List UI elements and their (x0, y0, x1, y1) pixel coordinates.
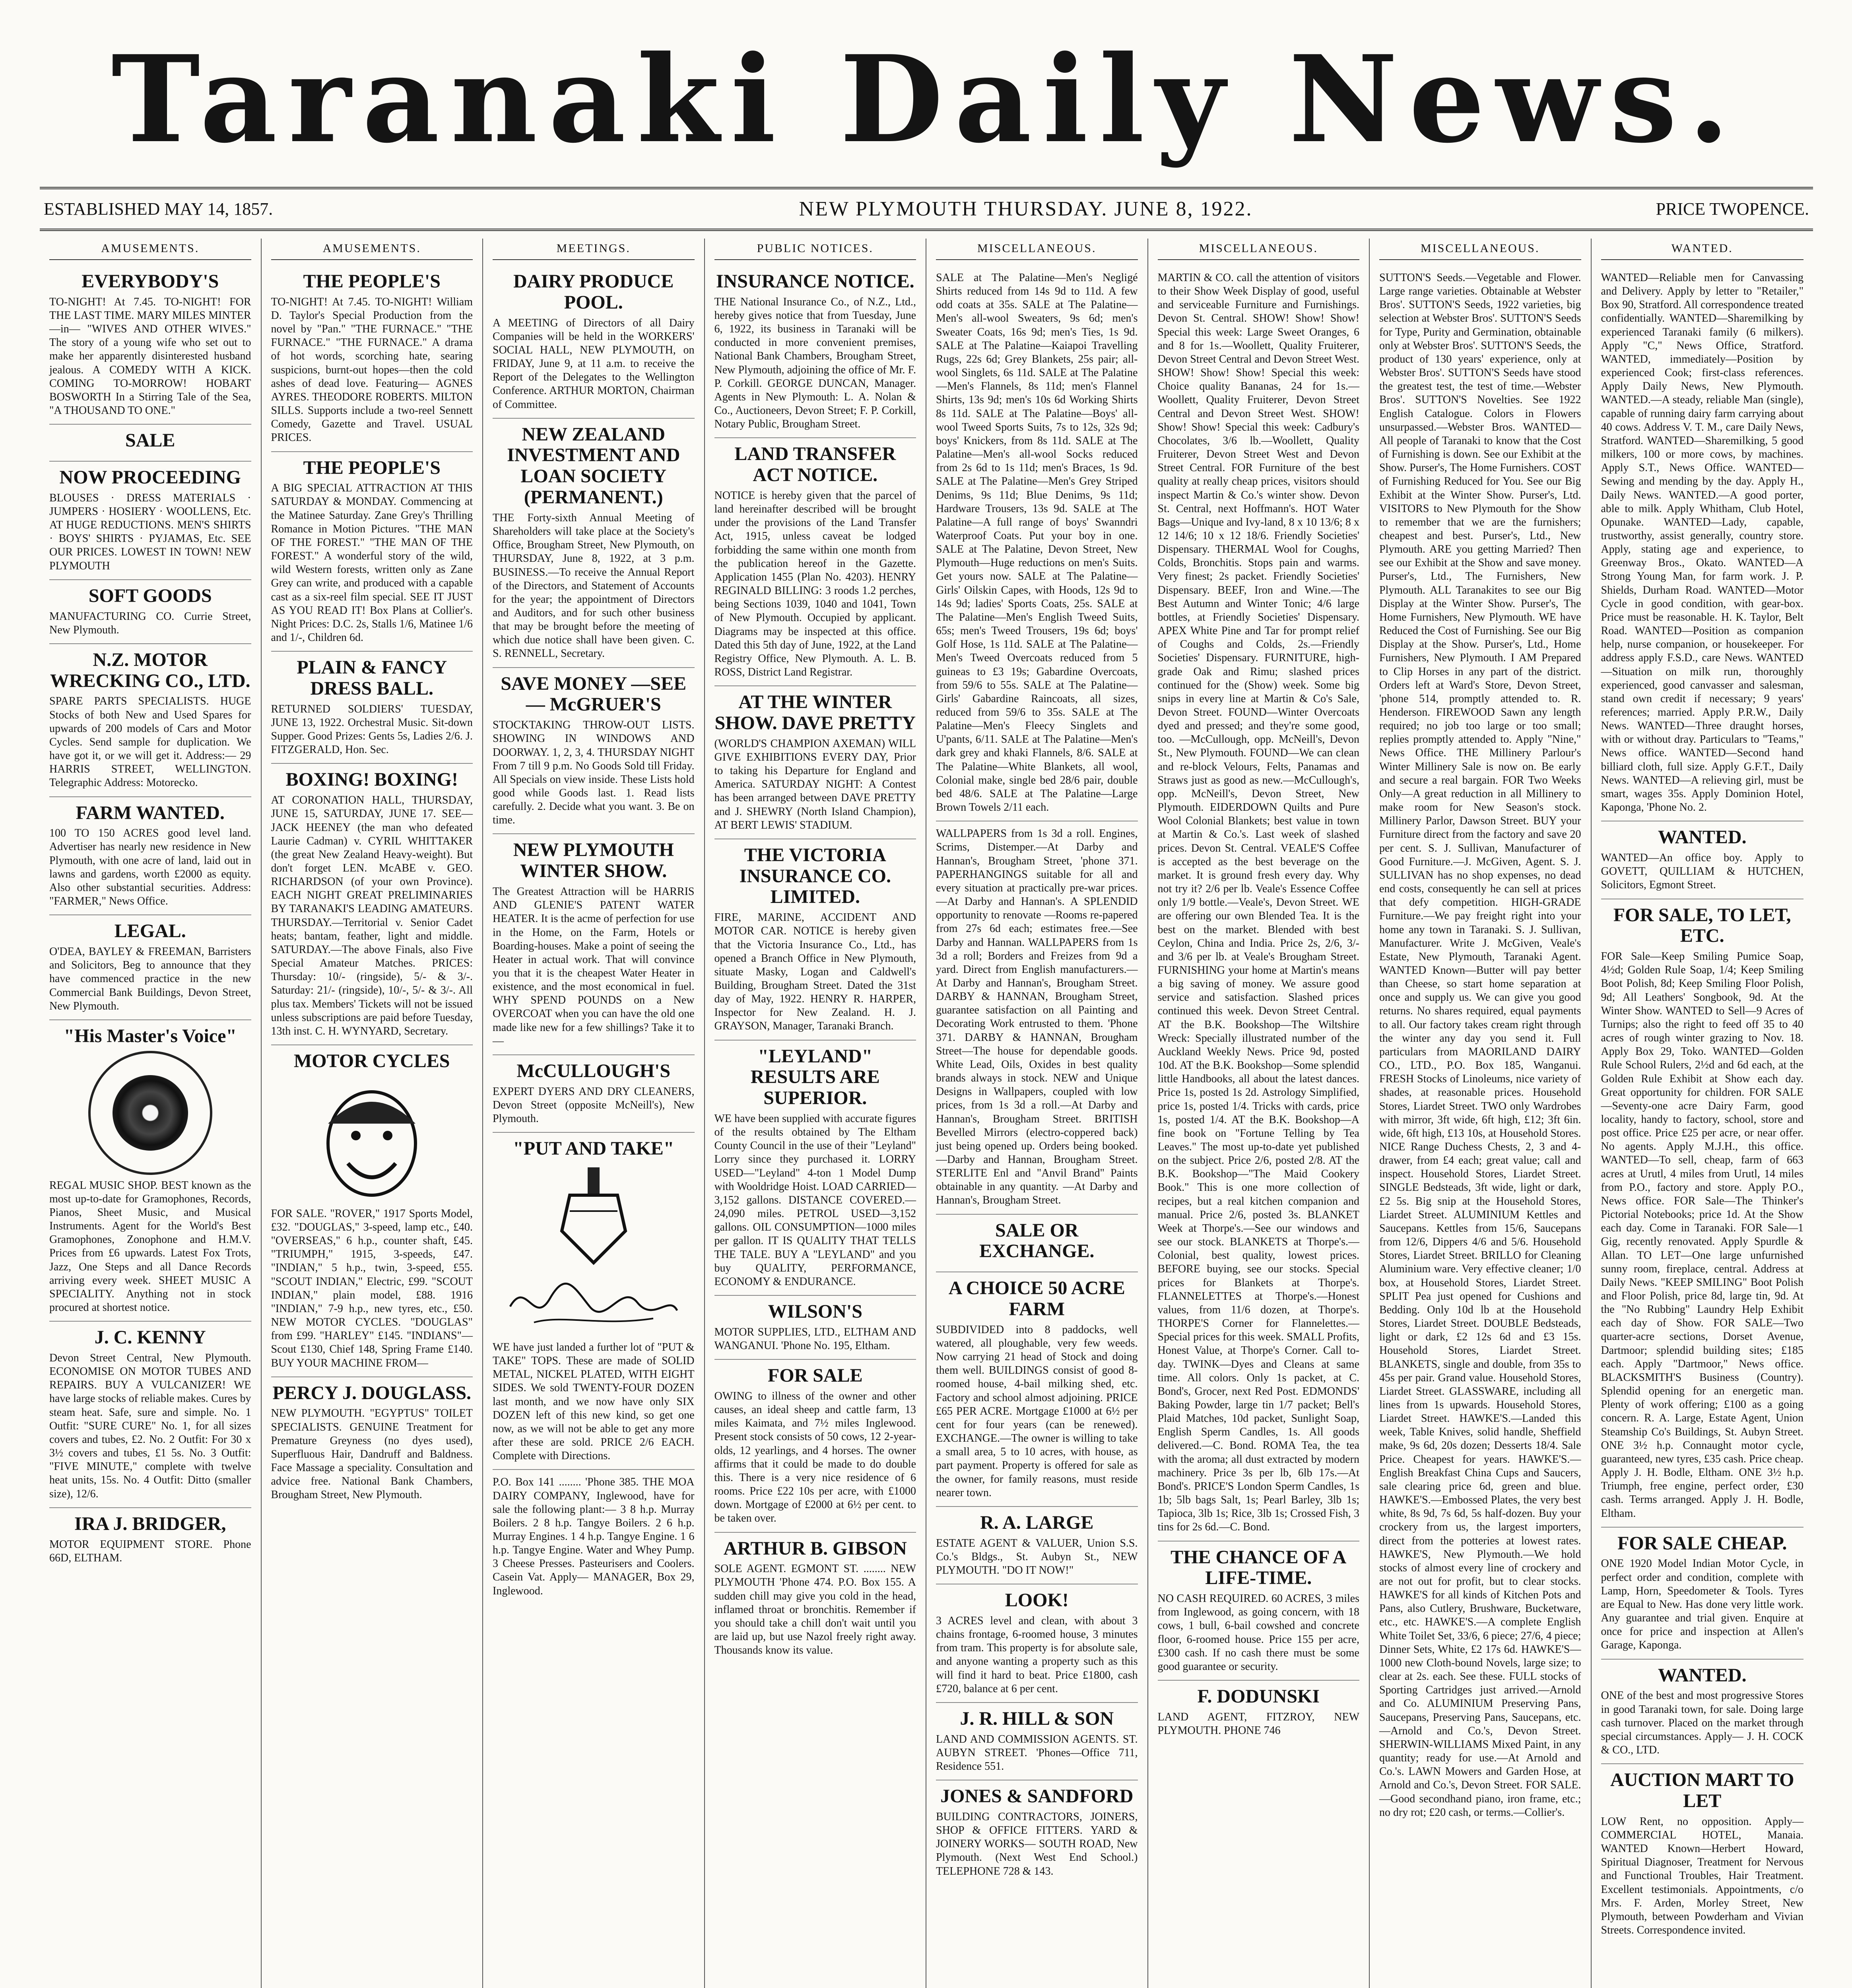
column-heading: WANTED. (1601, 242, 1804, 260)
ad-title: NOW PROCEEDING (59, 467, 241, 488)
column-4 (705, 239, 927, 1988)
masthead-title: Taranaki Daily News. (111, 29, 1741, 169)
ad-text: ONE of the best and most progressive Stores in good Taranaki town, for sale. Doing large cash turnover. Placed on the market through special circumstances. Apply— J. H. COCK & CO., LTD. (1601, 1689, 1803, 1756)
ad-title: SOFT GOODS (88, 585, 212, 606)
ad-title: ARTHUR B. GIBSON (723, 1538, 907, 1559)
ad-text: TO-NIGHT! At 7.45. TO-NIGHT! FOR THE LAST TIME. MARY MILES MINTER —in— "WIVES AND OTHER WIVES." The story of a young wife who set out to make her apparently disinterested husband jealous. A COMEDY WITH A KICK. COMING TO-MORROW! HOBART BOSWORTH In a Stirring Tale of the Sea, "A THOUSAND TO ONE." (49, 295, 251, 417)
ad-title: NEW PLYMOUTH WINTER SHOW. (513, 839, 674, 882)
handwritten-signature-icon (502, 1271, 685, 1338)
ad-text: WANTED—Reliable men for Canvassing and Delivery. Apply by letter to "Retailer," Box 90, Stratford. All correspondence treated confidentially. WANTED—Sharemilking by experienced Taranaki family (6 milkers). Apply "C," News Office, Stratford. WANTED, immediately—Position by experienced Cook; first-class references. Apply Daily News, New Plymouth. WANTED.—A steady, reliable Man (single), capable of running dairy farm carrying about 40 cows. Address V. T. M., care Daily News, Stratford. WANTED—Sharemilking, 5 good milkers, 100 or more cows, by machines. Apply S.T., News Office. WANTED—Sewing and mending by the day. Apply H., Daily News. WANTED.—A good porter, able to milk. Apply Whitham, Club Hotel, Opunake. WANTED—Lady, capable, trustworthy, assist generally, country store. Apply, stating age and experience, to Greenway Bros., Okato. WANTED—A Strong Young Man, for farm work. J. P. Shields, Durham Road. WANTED—Motor Cycle in good condition, with gear-box. Price must be reasonable. H. K. Taylor, Belt Road. WANTED—Position as companion help, nurse companion, or housekeeper. For address apply F.S.D., care News. WANTED—Situation on milk run, thoroughly experienced, good canvasser and salesman, stand own credit if necessary; 9 years' references; married. Apply P.R.W., Daily News. WANTED—Three draught horses, with or without dray. Particulars to "Teams," News office. WANTED—Second hand billiard cloth, full size. Apply G.F.T., Daily News. WANTED—A relieving girl, must be smart, wages 35s. Apply Dominion Hotel, Kaponga, 'Phone No. 2. (1601, 272, 1803, 814)
advertisement (49, 1020, 251, 1322)
ad-text: NOTICE is hereby given that the parcel of land hereinafter described will be brought under the provisions of the Land Transfer Act, 1915, unless caveat be lodged forbidding the same within one month from the publication hereof in the Gazette. Application 1455 (Plan No. 4203). HENRY REGINALD BILLING: 3 roods 1.2 perches, being Sections 1039, 1040 and 1041, Town of New Plymouth. Occupied by applicant. Diagrams may be inspected at this office. Dated this 5th day of June, 1922, at the Land Registry Office, New Plymouth. A. L. B. ROSS, District Land Registrar. (714, 489, 916, 678)
ad-text: MOTOR EQUIPMENT STORE. Phone 66D, ELTHAM. (49, 1538, 251, 1564)
ad-text: WE have just landed a further lot of "PUT & TAKE" TOPS. These are made of SOLID METAL, NICKEL PLATED, WITH EIGHT SIDES. We sold TWENTY-FOUR DOZEN last month, and we now have only SIX DOZEN left of this new kind, so get one now, as we will not be able to get any more after these are sold. PRICE 2/6 EACH. Complete with Directions. (493, 1341, 695, 1462)
advertisement (714, 1533, 916, 1664)
ad-text: TO-NIGHT! At 7.45. TO-NIGHT! William D. Taylor's Special Production from the novel by "Pan." "THE FURNACE." "THE FURNACE." "THE FURNACE." A drama of hot words, scorching hate, searing suspicions, burnt-out hopes—then the cold ashes of dead love. Featuring— AGNES AYRES. THEODORE ROBERTS. MILTON SILLS. Supports include a two-reel Sennett Comedy, Gazette and Travel. USUAL PRICES. (271, 295, 473, 444)
ad-text: P.O. Box 141 ........ 'Phone 385. THE MOA DAIRY COMPANY, Inglewood, have for sale the following plant:— 3 8 h.p. Murray Boilers. 2 8 h.p. Tangye Boilers. 2 6 h.p. Murray Engines. 1 4 h.p. Tangye Engine. 1 6 h.p. Tangye Engine. Water and Whey Pump. 3 Cheese Presses. Pasteurisers and Coolers. Casein Vat. Apply— MANAGER, Box 29, Inglewood. (493, 1476, 695, 1597)
ad-text: LOW Rent, no opposition. Apply— COMMERCIAL HOTEL, Manaia. WANTED Known—Herbert Howard, Spiritual Diagnoser, Treatment for Nervous and Functional Troubles, Hair Treatment. Excellent testimonials. Appointments, c/o Mrs. F. Arden, Morley Street, New Plymouth, between Powderham and Vivian Streets. Correspondence invited. (1601, 1815, 1803, 1936)
advertisement (714, 1296, 916, 1360)
ad-title: PERCY J. DOUGLASS. (272, 1382, 472, 1404)
ad-title: McCULLOUGH'S (516, 1060, 671, 1081)
ad-title: NEW ZEALAND INVESTMENT AND LOAN SOCIETY (PERMANENT.) (507, 423, 680, 508)
advertisement (49, 425, 251, 462)
advertisement (1158, 266, 1360, 1541)
ad-title: R. A. LARGE (980, 1512, 1094, 1533)
advertisement (49, 1322, 251, 1508)
ad-title: INSURANCE NOTICE. (716, 271, 914, 292)
advertisement (493, 668, 695, 835)
advertisement (49, 580, 251, 644)
ad-text: NO CASH REQUIRED. 60 ACRES, 3 miles from Inglewood, as going concern, with 18 cows, 1 bull, 6-bail cowshed and concrete floor, 6-roomed house. Price 155 per acre, £300 cash. If no cash there must be some good guarantee or security. (1157, 1592, 1359, 1673)
ad-text: The Greatest Attraction will be HARRIS AND GLENIE'S PATENT WATER HEATER. It is the acme of perfection for use in the Home, on the Farm, Hotels or Boarding-houses. Make a point of seeing the Heater in actual work. That will convince you that it is the cheapest Water Heater in existence, and the most economical in fuel. WHY SPEND POUNDS on a New OVERCOAT when you can have the old one made like new for a few shillings? Take it to— (493, 885, 695, 1047)
ad-title: BOXING! BOXING! (285, 769, 458, 790)
advertisement (1601, 1660, 1804, 1765)
ad-text: BUILDING CONTRACTORS, JOINERS, SHOP & OFFICE FITTERS. YARD & JOINERY WORKS— SOUTH ROAD, New Plymouth. (Next West End School.) TELEPHONE 728 & 143. (936, 1810, 1138, 1877)
column-heading: MISCELLANEOUS. (936, 242, 1138, 260)
ad-title: A CHOICE 50 ACRE FARM (948, 1277, 1125, 1320)
ad-title: THE VICTORIA INSURANCE CO. LIMITED. (739, 844, 891, 908)
ad-text: SUTTON'S Seeds.—Vegetable and Flower. Large range varieties. Obtainable at Webster Bros'. SUTTON'S Seeds, 1922 varieties, big selection at Webster Bros'. SUTTON'S Seeds for Type, Purity and Germination, obtainable only at Webster Bros'. SUTTON'S Seeds, the product of 130 years' experience, only at Webster Bros'. SUTTON'S Seeds have stood the greatest test, the test of time.—Webster Bros'. SUTTON'S Novelties. See 1922 English Catalogue. Colors in Flowers unsurpassed.—Webster Bros. WANTED—All people of Taranaki to know that the Cost of Furnishing is down. See our Exhibit at the Show. Purser's, The Home Furnishers. COST of Furnishing Reduced for You. See our Big Exhibit at the Winter Show. Purser's, Ltd. VISITORS to New Plymouth for the Show to remember that we are the furnishers; cheapest and best. Purser's, Ltd., New Plymouth. ARE you getting Married? Then see our Exhibit at the Show and save money. Purser's, Ltd., The Furnishers, New Plymouth. ALL Taranakites to see our Big Display at the Winter Show. Purser's, The Home Furnishers, New Plymouth. WE have Reduced the Cost of Furnishing. See our Big Display at the Show. Purser's, Ltd., Home Furnishers, New Plymouth. I AM Prepared to Clip Horses in any part of the district. Orders left at Ward's Store, Devon Street, 'phone 514, promptly attended to. R. Henderson. FIREWOOD Sawn any length required; no job too large or too small; replies promptly attended to. Apply "Nine," News Office. THE Millinery Parlour's Winter Millinery Sale is now on. Be early and secure a real bargain. FOR Two Weeks Only—A great reduction in all Millinery to make room for New Season's stock. Millinery Parlor, Dawson Street. BUY your Furniture direct from the factory and save 20 per cent. S. J. Sullivan, Manufacturer of Good Furniture.—J. McGiven, Agent. S. J. SULLIVAN has no shop expenses, no dead end costs, consequently he can sell at prices that defy competition. HIGH-GRADE Furniture.—We pay freight right into your home any town in Taranaki. S. J. Sullivan, Manufacturer. Write J. McGiven, Veale's Estate, New Plymouth, Taranaki Agent. WANTED Known—Butter will pay better than Cheese, so start home separation at once and supply us. We can give you good returns. No shares required, equal payments to all. Our factory takes cream right through the winter any day you send it. Full particulars from MAORILAND DAIRY CO., LTD., P.O. Box 185, Wanganui. FRESH Stocks of Linoleums, nice variety of shades, at reasonable prices. Household Stores, Liardet Street. TWO only Wardrobes with mirror, 3ft wide, 6ft high, £12; 3ft 6in. wide, 6ft high, £13 10s, at Household Stores. NICE Range Duchess Chests, 2, 3 and 4-drawer, from £4 each; great value; call and inspect. Household Stores, Liardet Street. SINGLE Bedsteads, 3ft wide, light or dark, £2 5s. Big snip at the Household Stores, Liardet Street. ALUMINIUM Kettles and Saucepans. Kettles from 15/6, Saucepans from 12/6, Dippers 4/6 and 5/6. Household Stores, Liardet Street. BRILLO for Cleaning Aluminium ware. Very effective cleaner; 1/0 box, at Household Stores, Liardet Street. SPLIT Pea just opened for Cushions and Bedding. Only 10d lb at the Household Stores, Liardet Street. DOUBLE Bedsteads, light or dark, £2 12s 6d and £3 15s. Household Stores, Liardet Street. BLANKETS, single and double, from 35s to 45s per pair. Grand value. Household Stores, Liardet Street. GLASSWARE, including all lines from 1s upwards. Household Stores, Liardet Street. HAWKE'S.—Landed this week, Table Knives, solid handle, Sheffield make, 9s 6d, 20s dozen; Desserts 18/4. Sale Price. Cheapest for years. HAWKE'S.—English Breakfast China Cups and Saucers, sale clearing price 6d, green and blue. HAWKE'S.—Embossed Plates, the very best white, 8s 9d, 7s 6d, 5s half-dozen. Buy your crockery from us, the largest importers, direct from the potteries at lowest rates. HAWKE'S, New Plymouth.—We hold stocks of almost every line of crockery and are not out for profit, but to clear stocks. HAWKE'S for all kinds of Kitchen Pots and Pans, also Cutlery, Brushware, Bucketware, etc., etc. HAWKE'S.—A complete English White Toilet Set, 33/6, 6 piece; 27/6, 4 piece; Dinner Sets, White, £2 17s 6d. HAWKE'S—1000 new Cloth-bound Novels, large size; to clear at 2s. each. See these. FULL stocks of Sporting Cartridges just arrived.—Arnold and Co. ALUMINIUM Preserving Pans, Saucepans, Preserving Pans, Saucepans, etc.—Arnold and Co.'s, Devon Street. SHERWIN-WILLIAMS Mixed Paint, in any quantity; ready for use.—At Arnold and Co.'s. LAWN Mowers and Garden Hose, at Arnold and Co.'s, Devon Street. FOR SALE.—Good secondhand piano, iron frame, etc.; no dry rot; £20 cash, or terms.—Collier's. (1379, 272, 1581, 1819)
ad-text: REGAL MUSIC SHOP. BEST known as the most up-to-date for Gramophones, Records, Pianos, Sheet Music, and Musical Instruments. Agent for the World's Best Gramophones, Zonophone and H.M.V. Prices from £6 upwards. Latest Fox Trots, Jazz, One Steps and all Dance Records arriving every week. SHEET MUSIC A SPECIALITY. Anything not in stock procured at shortest notice. (49, 1179, 251, 1314)
advertisement (936, 1507, 1138, 1584)
ad-title: WILSON'S (768, 1301, 862, 1322)
ad-title: SALE OR EXCHANGE. (979, 1219, 1095, 1262)
ad-title: THE PEOPLE'S (303, 271, 441, 292)
advertisement (271, 652, 473, 764)
ad-title: FARM WANTED. (76, 802, 225, 823)
ad-text: SOLE AGENT. EGMONT ST. ........ NEW PLYMOUTH 'Phone 474. P.O. Box 155. A sudden chill may give you cold in the head, inflamed throat or bronchitis. Remember if you should take a chill don't wait until you are laid up, but use Nazol freely right away. Thousands know its value. (714, 1563, 916, 1657)
advertisement (493, 266, 695, 419)
column-7 (1370, 239, 1592, 1988)
masthead-rule (40, 187, 1813, 189)
advertisement (493, 1470, 695, 1604)
ad-title: AT THE WINTER SHOW. DAVE PRETTY (714, 691, 916, 734)
gramophone-record-icon (88, 1051, 212, 1175)
ad-text: ONE 1920 Model Indian Motor Cycle, in perfect order and condition, complete with Lamp, Horn, Speedometer & Tools. Tyres are Equal to New. Has done very little work. Any guarantee and trial given. Enquire at once for price and inspection at Allen's Garage, Kaponga. (1601, 1557, 1803, 1652)
ad-title: "LEYLAND" RESULTS ARE SUPERIOR. (750, 1045, 880, 1109)
masthead (36, 24, 1816, 175)
advertisement (1158, 1541, 1360, 1681)
advertisement (49, 644, 251, 797)
ad-text: SALE at The Palatine—Men's Negligé Shirts reduced from 14s 9d to 11d. A few odd coats at 35s. SALE at The Palatine—Men's all-wool Sweaters, 9s 6d; men's Sweater Coats, 16s 9d; men's Ties, 1s 9d. SALE at The Palatine—Kaiapoi Travelling Rugs, 22s 6d; Grey Blankets, 25s pair; all-wool Singlets, 6s 11d. SALE at The Palatine—Men's Flannels, 8s 11d; men's Flannel Shirts, 13s 9d; men's 10s 6d Working Shirts 8s 11d. SALE at The Palatine—Boys' all-wool Tweed Sports Suits, 7s to 12s, 32s 9d; boys' Knickers, from 8s 11d. SALE at The Palatine—Men's all-wool Socks reduced from 2s 6d to 1s 11d; men's Braces, 1s 9d. SALE at The Palatine—Men's Grey Striped Denims, 9s 11d; Blue Denims, 9s 11d; Hardware Trousers, 13s 9d. SALE at The Palatine—A full range of boys' Swanndri Waterproof Coats. Put your boy in one. SALE at The Palatine, Devon Street, New Plymouth—Huge reductions on men's Suits. Get yours now. SALE at The Palatine—Girls' Oilskin Capes, with Hoods, 12s 9d to 14s 9d; ladies' Sports Coats, 25s. SALE at The Palatine—Men's English Tweed Suits, 65s; men's Tweed Trousers, 19s 6d; boys' Golf Hose, 1s 11d. SALE at The Palatine—Men's Tweed Overcoats reduced from 5 guineas to £3 19s; Gabardine Overcoats, from 59/6 to 55s. SALE at The Palatine—Girls' Gabardine Raincoats, all sizes, reduced from 59/6 to 35s. SALE at The Palatine—Men's Fleecy Singlets and U'pants, 6/11. SALE at The Palatine—Men's dark grey and khaki Flannels, 8/6. SALE at The Palatine—White Blankets, all wool, Colonial make, single bed 28/6 pair, double bed 48/6. SALE at The Palatine—Large Brown Towels 2/11 each. (936, 272, 1138, 814)
ad-text: MOTOR SUPPLIES, LTD., ELTHAM AND WANGANUI. 'Phone No. 195, Eltham. (714, 1326, 916, 1352)
ad-title: SAVE MONEY —SEE— McGRUER'S (501, 673, 687, 715)
ad-text: MARTIN & CO. call the attention of visitors to their Show Week Display of good, useful and serviceable Furniture and Furnishings. Devon St. Central. SHOW! Show! Show! Special this week: Large Sweet Oranges, 6 and 8 for 1s.—Woollett, Quality Fruiterer, Devon Street Central and Devon Street West. SHOW! Show! Show! Special this week: Choice quality Bananas, 24 for 1s.—Woollett, Quality Fruiterer, Devon Street Central and Devon Street West. SHOW! Show! Show! Special this week: Cadbury's Chocolates, 3/6 lb.—Woollett, Quality Fruiterer, Devon Street West and Devon Street Central. FOR Furniture of the best quality at really cheap prices, visitors should inspect Martin & Co.'s winter show. Devon St. Central, next Hoffmann's. HOT Water Bags—Unique and Ivy-land, 8 x 10 13/6; 8 x 12 14/6; 10 x 12 18/6. Friendly Societies' Dispensary. THERMAL Wool for Coughs, Colds, Bronchitis. Stops pain and warms. Very finest; 2s packet. Friendly Societies' Dispensary. BEEF, Iron and Wine.—The Best Autumn and Winter Tonic; 4/6 large bottles, at Friendly Societies' Dispensary. APEX White Pine and Tar for prompt relief of Coughs and Colds, 2s.—Friendly Societies' Dispensary. FURNITURE, high-grade Oak and Rimu; slashed prices continued for the (Show) week. Some big snips in every line at Martin & Co's Sale, Devon Street. FOUND—Winter Overcoats dyed and pressed; and they're some good, too. —McCullough, opp. McNeill's, Devon St., New Plymouth. FOUND—We can clean and re-block Velours, Felts, Panamas and Straws just as good as new.—McCullough's, opp. McNeill's, Devon Street, New Plymouth. EIDERDOWN Quilts and Pure Wool Colonial Blankets; best value in town at Martin & Co.'s. Last week of slashed prices. Devon St. Central. VEALE'S Coffee is accepted as the best beverage on the market. It is ground fresh every day. Why not try it? 2/6 per lb. Veale's Essence Coffee only 1/9 bottle.—Veale's, Devon Street. WE are offering our own Blended Tea. It is the best on the market. Blended with best Ceylon, China and India. Price 2s, 2/6, 3/- and 3/6 per lb. at Veale's Brougham Street. FURNISHING your home at Martin's means a big saving of money. We assure good service and satisfaction. Slashed prices continued this week. Devon Street Central. AT the B.K. Bookshop—The Wiltshire Wreck: Specially illustrated number of the Auckland Weekly News. Price 9d, posted 10d. AT the B.K. Bookshop—Some splendid little Handbooks, all about the latest dances. Price 1s, posted 1s 2d. Astrology Simplified, price 1s, posted 1/4. Tricks with cards, price 1s, posted 1/4. AT the B.K. Bookshop—A fine book on "Fortune Telling by Tea Leaves." The most up-to-date yet published on the subject. Price 2/6, posted 2/8. AT the B.K. Bookshop—"The Maid Cookery Book." This is one more collection of recipes, but a real kitchen companion and manual. Price 2/6, posted 3s. BLANKET Week at Thorpe's.—See our windows and see our stock. BLANKETS at Thorpe's.—Colonial, best quality, lowest prices. BEFORE buying, see our stocks. Special prices for Blankets at Thorpe's. FLANNELETTES at Thorpe's.—Honest values, from 11/6 dozen, at Thorpe's. THORPE'S Corner for Flannelettes.—Special prices for this week. SMALL Profits, Honest Value, at Thorpe's Corner. Call to-day. TWINK—Dyes and Cleans at same time. All colors. Only 1s packet, at C. Bond's, Grocer, next Red Post. EDMONDS' Baking Powder, large tin 1/7 packet; Bell's Plaid Matches, 10d packet, Sunlight Soap, English Sperm Candles, 1s. All goods delivered.—C. Bond. ROMA Tea, the tea with the aroma; all dust extracted by modern machinery. Price 3s per lb, 6lb 17s.—At Bond's. PRICE'S London Sperm Candles, 1s 1b; 5lb bags Salt, 1s; Pearl Barley, 3lb 1s; Tapioca, 3lb 1s; Rice, 3lb 1s; Crossed Fish, 3 tins for 2s 6d.—C. Bond. (1157, 272, 1359, 1534)
advertisement (271, 452, 473, 652)
ad-text: EXPERT DYERS AND DRY CLEANERS, Devon Street (opposite McNeill's), New Plymouth. (493, 1085, 695, 1125)
advertisement (1601, 1528, 1804, 1660)
ad-text: FOR Sale—Keep Smiling Pumice Soap, 4½d; Golden Rule Soap, 1/4; Keep Smiling Boot Polish, 8d; Keep Smiling Floor Polish, 9d; All Leathers' Songbook, 9d. At the Winter Show. WANTED to Sell—9 Acres of Turnips; also the right to feed off 35 to 40 acres of rough winter grazing to Nov. 18. Apply Box 29, Toko. WANTED—Golden Rule School Rulers, 2½d and 6d each, at the Golden Rule Exhibit at Show each day. Great opportunity for children. FOR SALE—Seventy-one acre Dairy Farm, good locality, handy to factory, school, store and post office. Price £25 per acre, or near offer. No agents. Apply M.J.H., this office. WANTED—To sell, cheap, farm of 663 acres at Urutl, 4 miles from Urutl, 14 miles from P.O., factory and store. Apply P.O., News office. FOR Sale—The Thinker's Pictorial Notebooks; price 1d. At the Show each day. Come in Taranaki. FOR Sale—1 Gig, recently renovated. Apply Spurdle & Allan. TO LET—One large unfurnished sunny room, fireplace, central. Address at Daily News. "KEEP SMILING" Boot Polish and Floor Polish, price 8d, large tin, 9d. At the "No Rubbing" Laundry Help Exhibit each day of Show. FOR SALE—Two quarter-acre sections, Dorset Avenue, Dartmoor; splendid building sites; £185 each. Apply "Dartmoor," News office. BLACKSMITH'S Business (Country). Splendid opening for an energetic man. Plenty of work offering; £100 as a going concern. R. A. Large, Estate Agent, Union Steamship Co's Buildings, St. Aubyn Street. ONE 3½ h.p. Connaught motor cycle, guaranteed, new tyres, £35 cash. Price cheap. Apply J. H. Bodle, Eltham. ONE 3½ h.p. Triumph, free engine, perfect order, £30 cash. Terms arranged. Apply J. H. Bodle, Eltham. (1601, 950, 1803, 1520)
ad-title: JONES & SANDFORD (940, 1786, 1134, 1807)
dateline (44, 195, 1809, 223)
column-heading: MISCELLANEOUS. (1379, 242, 1581, 260)
advertisement (714, 438, 916, 686)
column-heading: MISCELLANEOUS. (1158, 242, 1360, 260)
advertisement (271, 1045, 473, 1377)
ad-title: EVERYBODY'S (82, 271, 219, 292)
ad-text: FIRE, MARINE, ACCIDENT AND MOTOR CAR. NOTICE is hereby given that the Victoria Insurance Co., Ltd., has opened a Branch Office in New Plymouth, situate Masky, Logan and Caldwell's Building, Brougham Street. Dated the 31st day of May, 1922. HENRY R. HARPER, Inspector for New Zealand. H. J. GRAYSON, Manager, Taranaki Branch. (714, 911, 916, 1033)
advertisement (714, 839, 916, 1041)
advertisement (49, 915, 251, 1020)
put-and-take-top-icon (554, 1163, 633, 1267)
advertisement (49, 797, 251, 916)
ad-text: WANTED—An office boy. Apply to GOVETT, QUILLIAM & HUTCHEN, Solicitors, Egmont Street. (1601, 852, 1803, 891)
ad-title: DAIRY PRODUCE POOL. (513, 271, 674, 313)
advertisement (936, 1272, 1138, 1507)
ad-text: RETURNED SOLDIERS' TUESDAY, JUNE 13, 1922. Orchestral Music. Sit-down Supper. Good Prizes: Gents 5s, Ladies 2/6. J. FITZGERALD, Hon. Sec. (271, 703, 473, 756)
ad-text: THE Forty-sixth Annual Meeting of Shareholders will take place at the Society's Office, Brougham Street, New Plymouth, on THURSDAY, June 8, 1922, at 3 p.m. BUSINESS.—To receive the Annual Report of the Directors, and Statement of Accounts for the year; the appointment of Directors and Auditors, and for such other business that may be brought before the meeting of which due notice shall have been given. C. S. RENNELL, Secretary. (493, 511, 695, 660)
column-heading: AMUSEMENTS. (271, 242, 473, 260)
ad-text: AT CORONATION HALL, THURSDAY, JUNE 15, SATURDAY, JUNE 17. SEE— JACK HEENEY (the man who defeated Laurie Cadman) v. CYRIL WHITTAKER (the great New Zealand Heavy-weight). But don't forget LEN. McABE v. GEO. RICHARDSON (of your own Province). EACH NIGHT GREAT PRELIMINARIES BY TARANAKI'S LEADING AMATEURS. THURSDAY.—Territorial v. Senior Cadet heats; bantam, feather, light and middle. SATURDAY.—The above Finals, also Five Special Amateur Matches. PRICES: Thursday: 10/- (ringside), 5/- & 3/-. Saturday: 21/- (ringside), 10/-, 5/- & 3/-. All plus tax. Members' Tickets will not be issued unless subscriptions are paid before Tuesday, 13th inst. C. H. WYNYARD, Secretary. (271, 794, 473, 1037)
ad-title: MOTOR CYCLES (293, 1050, 450, 1072)
column-heading: PUBLIC NOTICES. (714, 242, 916, 260)
advertisement (493, 1133, 695, 1470)
advertisement (49, 462, 251, 580)
ad-text: MANUFACTURING CO. Currie Street, New Plymouth. (49, 610, 251, 636)
ad-text: A BIG SPECIAL ATTRACTION AT THIS SATURDAY & MONDAY. Commencing at the Matinee Saturday. Zane Grey's Thrilling Romance in Motion Pictures. "THE MAN OF THE FOREST." "THE MAN OF THE FOREST." A wonderful story of the wild, wild Western forests, written only as Zane Grey can write, and produced with a capable cast as a six-reel film special. SEE IT JUST AS YOU READ IT! Box Plans at Collier's. Night Prices: D.C. 2s, Stalls 1/6, Matinee 1/6 and 1/-, Children 6d. (271, 482, 473, 644)
advertisement (1601, 266, 1804, 821)
ad-text: SPARE PARTS SPECIALISTS. HUGE Stocks of both New and Used Spares for upwards of 200 models of Cars and Motor Cycles. Send sample for duplication. We have got it, or we will get it. Address:— 29 HARRIS STREET, WELLINGTON. Telegraphic Address: Motorecko. (49, 695, 251, 789)
column-heading: AMUSEMENTS. (49, 242, 251, 260)
advertisement (1601, 899, 1804, 1528)
advertisement (271, 1377, 473, 1508)
column-1 (40, 239, 262, 1988)
ad-text: WE have been supplied with accurate figures of the results obtained by The Eltham County Council in the use of their "Leyland" Lorry since they purchased it. LORRY USED—"Leyland" 4-ton 1 Model Dump with Wooldridge Hoist. LOAD CARRIED—3,152 gallons. DISTANCE COVERED.—24,090 miles. PETROL USED—3,152 gallons. OIL CONSUMPTION—1000 miles per gallon. IT IS QUALITY THAT TELLS THE TALE. BUY A "LEYLAND" and you buy QUALITY, PERFORMANCE, ECONOMY & ENDURANCE. (714, 1112, 916, 1288)
ad-text: WALLPAPERS from 1s 3d a roll. Engines, Scrims, Distemper.—At Darby and Hannan's, Brougham Street, 'phone 371. PAPERHANGINGS suitable for all and every situation at practically pre-war prices.—At Darby and Hannan's. A SPLENDID opportunity to renovate —Rooms re-papered from 27s 6d each; estimates free.—See Darby and Hannan. WALLPAPERS from 1s 3d a roll; Borders and Freizes from 9d a yard. Direct from English manufacturers.—At Darby and Hannan's, Brougham Street. DARBY & HANNAN, Brougham Street, guarantee satisfaction on all Painting and Decorating Work entrusted to them. 'Phone 371. DARBY & HANNAN, Brougham Street—The house for dependable goods. White Lead, Oils, Oxides in best quality brands always in stock. NEW and Unique Designs in Wallpapers, coupled with low prices, from 1s 3d a roll.—At Darby and Hannan's, Brougham Street. BRITISH Bevelled Mirrors (electro-coppered back) just being opened up. Orders being booked.—Darby and Hannan, Brougham Street. STERLITE Enl and "Anvil Brand" Paints obtainable in any quantity. —At Darby and Hannan's, Brougham Street. (936, 827, 1138, 1207)
advertisement (1158, 1681, 1360, 1744)
advertisement (936, 266, 1138, 821)
advertisement (1601, 1764, 1804, 1943)
advertisement (1601, 821, 1804, 899)
ad-text: LAND AGENT, FITZROY, NEW PLYMOUTH. PHONE 746 (1157, 1710, 1359, 1737)
advertisement (936, 1584, 1138, 1703)
smiling-face-icon (312, 1076, 431, 1203)
ad-title: LEGAL. (114, 920, 186, 942)
ad-title: THE CHANCE OF A LIFE-TIME. (1171, 1546, 1347, 1589)
ad-title: FOR SALE CHEAP. (1617, 1532, 1787, 1554)
ad-text: OWING to illness of the owner and other causes, an ideal sheep and cattle farm, 13 miles Kaimata, and 7½ miles Inglewood. Present stock consists of 50 cows, 12 2-year-olds, 12 yearlings, and 4 horses. The owner affirms that it could be made to do double this. There is a very nice residence of 6 rooms. Price £22 10s per acre, with £1000 down. Mortgage of £2000 at 6½ per cent. to be taken over. (714, 1390, 916, 1525)
ad-text: ESTATE AGENT & VALUER, Union S.S. Co.'s Bldgs., St. Aubyn St., NEW PLYMOUTH. "DO IT NOW!" (936, 1537, 1138, 1576)
column-6 (1148, 239, 1370, 1988)
advertisement (936, 821, 1138, 1214)
ad-title: LAND TRANSFER ACT NOTICE. (734, 443, 896, 486)
column-5 (926, 239, 1148, 1988)
column-8 (1592, 239, 1813, 1988)
record-disc (113, 1075, 188, 1151)
advertisement (49, 1508, 251, 1571)
ad-text: A MEETING of Directors of all Dairy Companies will be held in the WORKERS' SOCIAL HALL, NEW PLYMOUTH, on FRIDAY, June 9, at 11 a.m. to receive the Report of the Delegates to the Wellington Conference. ARTHUR MORTON, Chairman of Committee. (493, 316, 695, 411)
ad-title: J. R. HILL & SON (960, 1708, 1114, 1729)
dateline-rule (40, 229, 1813, 231)
ad-text: THE National Insurance Co., of N.Z., Ltd., hereby gives notice that from Tuesday, June 6, 1922, its business in Taranaki will be conducted in more convenient premises, National Bank Chambers, Brougham Street, New Plymouth, adjoining the office of Mr. F. P. Corkill. GEORGE DUNCAN, Manager. Agents in New Plymouth: L. A. Nolan & Co., Auctioneers, Devon Street; F. P. Corkill, Notary Public, Brougham Street. (714, 295, 916, 431)
ad-text: LAND AND COMMISSION AGENTS. ST. AUBYN STREET. 'Phones—Office 711, Residence 551. (936, 1733, 1138, 1773)
ad-text: FOR SALE. "ROVER," 1917 Sports Model, £32. "DOUGLAS," 3-speed, lamp etc., £40. "OVERSEAS," 6 h.p., counter shaft, £45. "TRIUMPH," 1915, 3-speeds, £47. "INDIAN," 5 h.p., twin, 3-speed, £55. "SCOUT INDIAN," Electric, £99. "SCOUT INDIAN," plain model, £88. 1916 "INDIAN," 7-9 h.p., new tyres, etc., £50. NEW MOTOR CYCLES. "DOUGLAS" from £99. "HARLEY" £145. "INDIANS"—Scout £130, Chief 148, Spring Frame £140. BUY YOUR MACHINE FROM— (271, 1207, 473, 1369)
column-3 (483, 239, 705, 1988)
ad-title: SALE (125, 430, 175, 451)
advertisement (714, 1041, 916, 1296)
advertisement (271, 764, 473, 1045)
ad-text: SUBDIVIDED into 8 paddocks, well watered, all ploughable, very few weeds. Now carrying 21 head of Stock and doing them well. BUILDINGS consist of good 8-roomed house, 4-bail milking shed, etc. Factory and school almost adjoining. PRICE £65 PER ACRE. Mortgage £1000 at 6½ per cent for four years (can be renewed). EXCHANGE.—The owner is willing to take a small area, 5 to 10 acres, with house, as part payment. Property is offered for sale as the owner, for family reasons, must reside nearer town. (936, 1323, 1138, 1499)
ad-title: LOOK! (1005, 1590, 1069, 1611)
ad-title: J. C. KENNY (94, 1327, 206, 1348)
advertisement (714, 686, 916, 839)
ad-title: "PUT AND TAKE" (513, 1138, 674, 1159)
advertisement (714, 266, 916, 438)
ad-title: THE PEOPLE'S (303, 457, 441, 478)
ad-text: 100 TO 150 ACRES good level land. Advertiser has nearly new residence in New Plymouth, with one acre of land, laid out in lawns and gardens, worth £2000 as equity. Also other substantial securities. Address: "FARMER," News Office. (49, 827, 251, 908)
ad-text: Devon Street Central, New Plymouth. ECONOMISE ON MOTOR TUBES AND REPAIRS. BUY A VULCANIZER! WE have large stocks of reliable makes. Cures by steam heat. Safe, sure and simple. No. 1 Outfit: "SURE CURE" No. 1, for all sizes covers and tubes, £2. No. 2 Outfit: For 30 x 3½ covers and tubes, £1 5s. No. 3 Outfit: "FIVE MINUTE," complete with twelve heat units, 15s. No. 4 Outfit: Ditto (smaller size), 12/6. (49, 1352, 251, 1500)
advertisement (49, 266, 251, 425)
ad-text: O'DEA, BAYLEY & FREEMAN, Barristers and Solicitors, Beg to announce that they have commenced practice in the new Commercial Bank Buildings, Devon Street, New Plymouth. (49, 945, 251, 1012)
ad-title: "His Master's Voice" (64, 1025, 237, 1046)
advertisement (493, 1055, 695, 1133)
columns (40, 239, 1813, 1988)
ad-title: FOR SALE (767, 1365, 863, 1386)
ad-title: N.Z. MOTOR WRECKING CO., LTD. (50, 649, 250, 691)
ad-text: BLOUSES · DRESS MATERIALS · JUMPERS · HOSIERY · WOOLLENS, Etc. AT HUGE REDUCTIONS. MEN'S SHIRTS · BOYS' SHIRTS · PYJAMAS, Etc. SEE OUR PRICES. LOWEST IN TOWN! NEW PLYMOUTH (49, 491, 251, 572)
advertisement (936, 1215, 1138, 1273)
ad-text: (WORLD'S CHAMPION AXEMAN) WILL GIVE EXHIBITIONS EVERY DAY, Prior to taking his Departure for England and America. SATURDAY NIGHT: A Contest has been arranged between DAVE PRETTY and J. SHEWRY (North Island Champion), AT BERT LEWIS' STADIUM. (714, 737, 916, 831)
ad-title: FOR SALE, TO LET, ETC. (1613, 904, 1791, 947)
advertisement (493, 419, 695, 668)
advertisement (271, 266, 473, 452)
price: PRICE TWOPENCE. (1656, 199, 1809, 219)
ad-title: WANTED. (1658, 1664, 1747, 1686)
ad-text: 3 ACRES level and clean, with about 3 chains frontage, 6-roomed house, 3 minutes from tram. This property is for absolute sale, and anyone wanting a property such as this will find it hard to beat. Price £1800, cash £720, balance at 6 per cent. (936, 1614, 1138, 1695)
ad-title: AUCTION MART TO LET (1610, 1769, 1794, 1811)
ad-title: WANTED. (1658, 827, 1747, 848)
advertisement (1379, 266, 1581, 1826)
issue-date: NEW PLYMOUTH THURSDAY. JUNE 8, 1922. (799, 197, 1253, 220)
advertisement (936, 1703, 1138, 1780)
advertisement (936, 1780, 1138, 1885)
column-heading: MEETINGS. (493, 242, 695, 260)
column-2 (262, 239, 483, 1988)
ad-title: IRA J. BRIDGER, (74, 1513, 226, 1534)
ad-title: PLAIN & FANCY DRESS BALL. (297, 657, 447, 699)
advertisement (493, 834, 695, 1055)
ad-text: STOCKTAKING THROW-OUT LISTS. SHOWING IN WINDOWS AND DOORWAY. 1, 2, 3, 4. THURSDAY NIGHT From 7 till 9 p.m. No Goods Sold till Friday. All Specials on view inside. These Lists hold good while Goods last. 1. Read lists carefully. 2. Decide what you want. 3. Be on time. (493, 719, 695, 827)
ad-text: NEW PLYMOUTH. "EGYPTUS" TOILET SPECIALISTS. GENUINE Treatment for Premature Greyness (no dyes used), Superfluous Hair, Dandruff and Baldness. Face Massage a speciality. Consultation and advice free. National Bank Chambers, Brougham Street, New Plymouth. (271, 1407, 473, 1501)
advertisement (714, 1360, 916, 1532)
ad-title: F. DODUNSKI (1197, 1686, 1320, 1707)
established-date: ESTABLISHED MAY 14, 1857. (44, 199, 273, 219)
